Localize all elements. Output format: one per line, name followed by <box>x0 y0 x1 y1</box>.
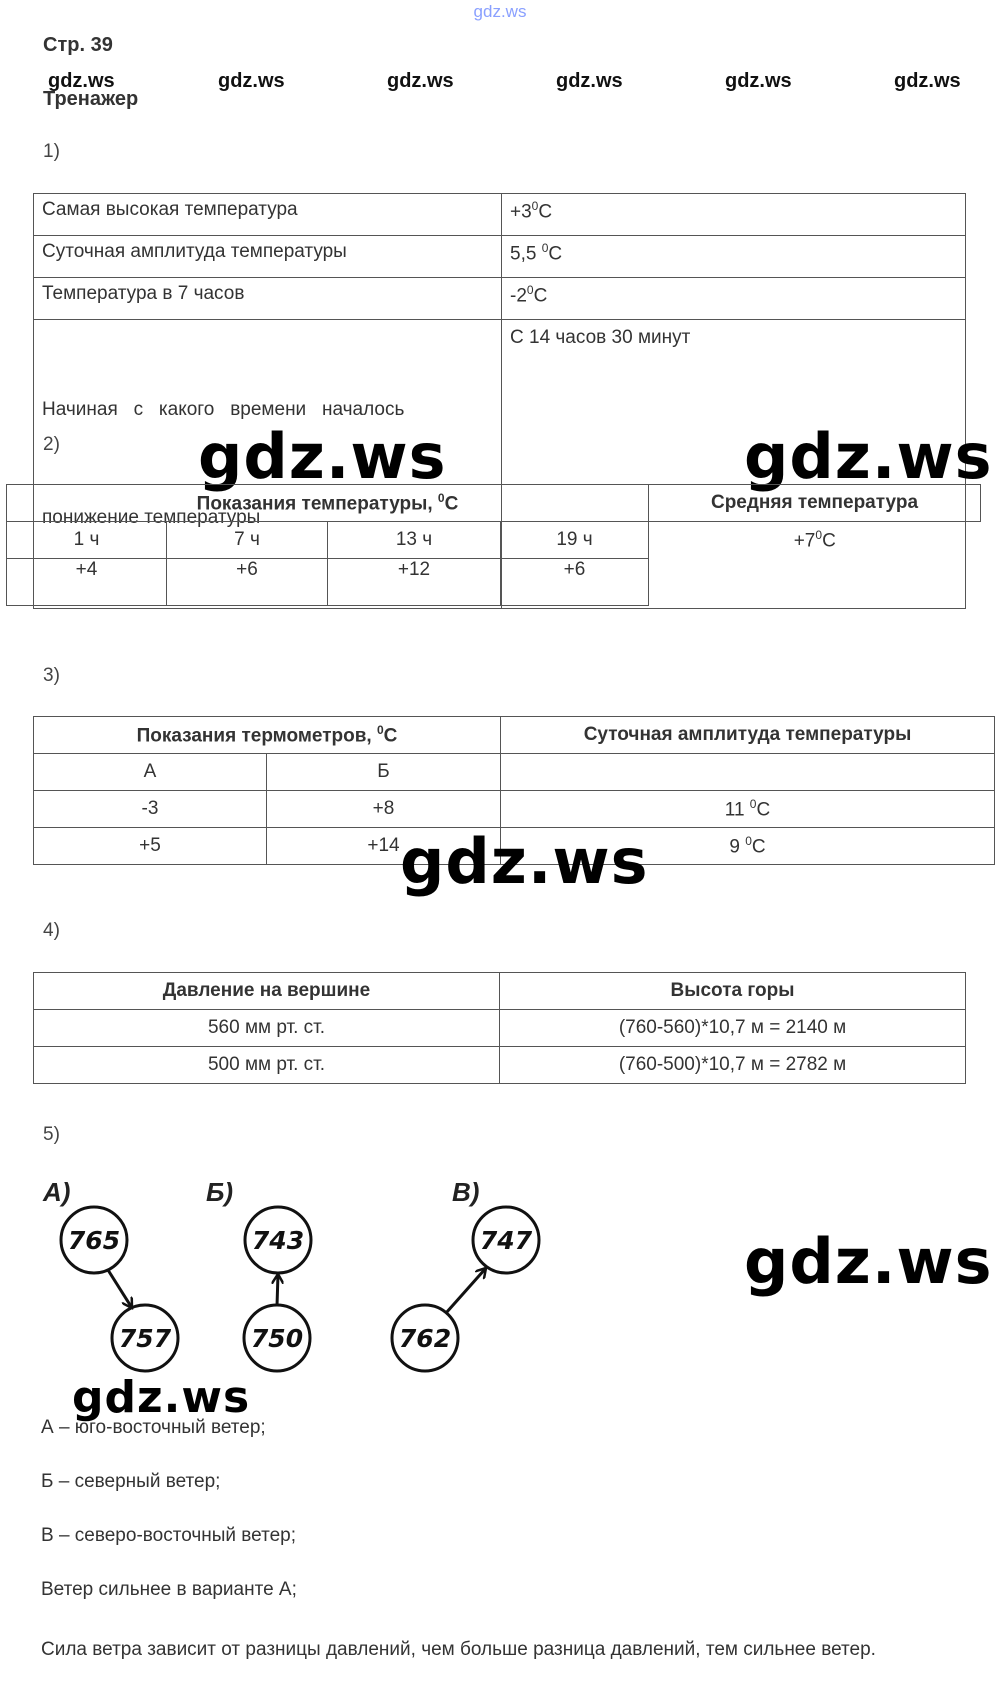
table-cell: Самая высокая температура <box>34 194 502 236</box>
diagram-label: В) <box>452 1177 480 1207</box>
table-row <box>34 194 966 236</box>
watermark: gdz.ws <box>387 70 454 92</box>
table-cell: -3 <box>34 791 267 828</box>
table-cell: 13 ч <box>328 522 501 559</box>
question-number: 2) <box>43 434 60 455</box>
section-title: Тренажер <box>43 88 139 110</box>
table-cell: $+3^0С$ <box>502 194 966 236</box>
wind-arrow <box>108 1270 132 1308</box>
watermark: gdz.ws <box>556 70 623 92</box>
pressure-value: 762 <box>398 1324 452 1353</box>
table-cell <box>501 754 995 791</box>
diagram-label: А) <box>43 1177 71 1207</box>
question-number: 4) <box>43 920 60 941</box>
table-cell: 11 $^0$С <box>501 791 995 828</box>
table-cell: $-2^0С$ <box>502 278 966 320</box>
table-cell: 5,5 $^0$С <box>502 236 966 278</box>
site-header-label[interactable]: gdz.ws <box>473 2 527 21</box>
table-row <box>34 278 966 320</box>
table-header: Давление на вершине <box>34 973 500 1010</box>
table-cell: Суточная амплитуда температуры <box>34 236 502 278</box>
table-cell: $+7^0С$ <box>649 522 981 606</box>
watermark: gdz.ws <box>72 1372 251 1423</box>
table-row <box>34 791 995 828</box>
q2-table <box>6 484 981 606</box>
pressure-value: 747 <box>479 1226 533 1255</box>
table-cell: +6 <box>501 559 649 606</box>
pressure-value: 750 <box>250 1324 304 1353</box>
answer-line: А – юго-восточный ветер; <box>41 1417 266 1438</box>
page-number: Стр. 39 <box>43 34 113 56</box>
table-cell: С 14 часов 30 минут <box>502 320 966 609</box>
table-cell: 560 мм рт. ст. <box>34 1010 500 1047</box>
pressure-value: 757 <box>118 1324 172 1353</box>
table-header: Суточная амплитуда температуры <box>501 717 995 754</box>
table-cell: +6 <box>167 559 328 606</box>
pressure-value: 743 <box>251 1226 305 1255</box>
table-cell: +8 <box>267 791 501 828</box>
question-number: 5) <box>43 1124 60 1145</box>
table-cell: +4 <box>7 559 167 606</box>
wind-pressure-diagrams <box>0 1180 560 1400</box>
watermark: gdz.ws <box>218 70 285 92</box>
conclusion-paragraph: Сила ветра зависит от разницы давлений, чем больше разница давлений, тем сильнее ветер. <box>41 1639 876 1660</box>
question-number: 1) <box>43 141 60 162</box>
table-row <box>34 717 995 754</box>
watermark: gdz.ws <box>400 825 649 898</box>
watermark: gdz.ws <box>894 70 961 92</box>
wind-arrow <box>277 1274 278 1306</box>
table-cell: (760-560)*10,7 м = 2140 м <box>500 1010 966 1047</box>
table-cell: Температура в 7 часов <box>34 278 502 320</box>
table-row <box>7 485 981 522</box>
table-row <box>34 236 966 278</box>
table-row <box>34 1010 966 1047</box>
table-row <box>34 1047 966 1084</box>
table-row <box>7 522 981 559</box>
table-cell: А <box>34 754 267 791</box>
table-cell: Б <box>267 754 501 791</box>
answer-line: В – северо-восточный ветер; <box>41 1525 297 1546</box>
table-cell: 9 $^0$С <box>501 828 995 865</box>
diagram-label: Б) <box>206 1177 234 1207</box>
cell-line: Начиная с какого времени началось <box>42 399 405 420</box>
cell-line: понижение температуры <box>42 507 261 528</box>
table-cell: 500 мм рт. ст. <box>34 1047 500 1084</box>
table-cell: 7 ч <box>167 522 328 559</box>
answer-line: Ветер сильнее в варианте А; <box>41 1579 297 1600</box>
watermark: gdz.ws <box>744 420 993 493</box>
table-cell: 19 ч <box>501 522 649 559</box>
table-cell: 1 ч <box>7 522 167 559</box>
question-number: 3) <box>43 665 60 686</box>
watermark: gdz.ws <box>48 70 115 92</box>
table-row <box>34 754 995 791</box>
watermark: gdz.ws <box>744 1225 993 1298</box>
table-header: Средняя температура <box>649 485 981 522</box>
answer-line: Б – северный ветер; <box>41 1471 221 1492</box>
table-cell: +5 <box>34 828 267 865</box>
table-header: Показания температуры, $^0$С <box>7 485 649 522</box>
pressure-value: 765 <box>67 1226 121 1255</box>
q4-table <box>33 972 966 1084</box>
wind-arrow <box>446 1268 486 1313</box>
table-row <box>34 973 966 1010</box>
table-cell: +12 <box>328 559 501 606</box>
table-header: Показания термометров, $^0$С <box>34 717 501 754</box>
table-cell: (760-500)*10,7 м = 2782 м <box>500 1047 966 1084</box>
table-header: Высота горы <box>500 973 966 1010</box>
watermark: gdz.ws <box>198 420 447 493</box>
table-cell: +14 <box>267 828 501 865</box>
watermark: gdz.ws <box>725 70 792 92</box>
